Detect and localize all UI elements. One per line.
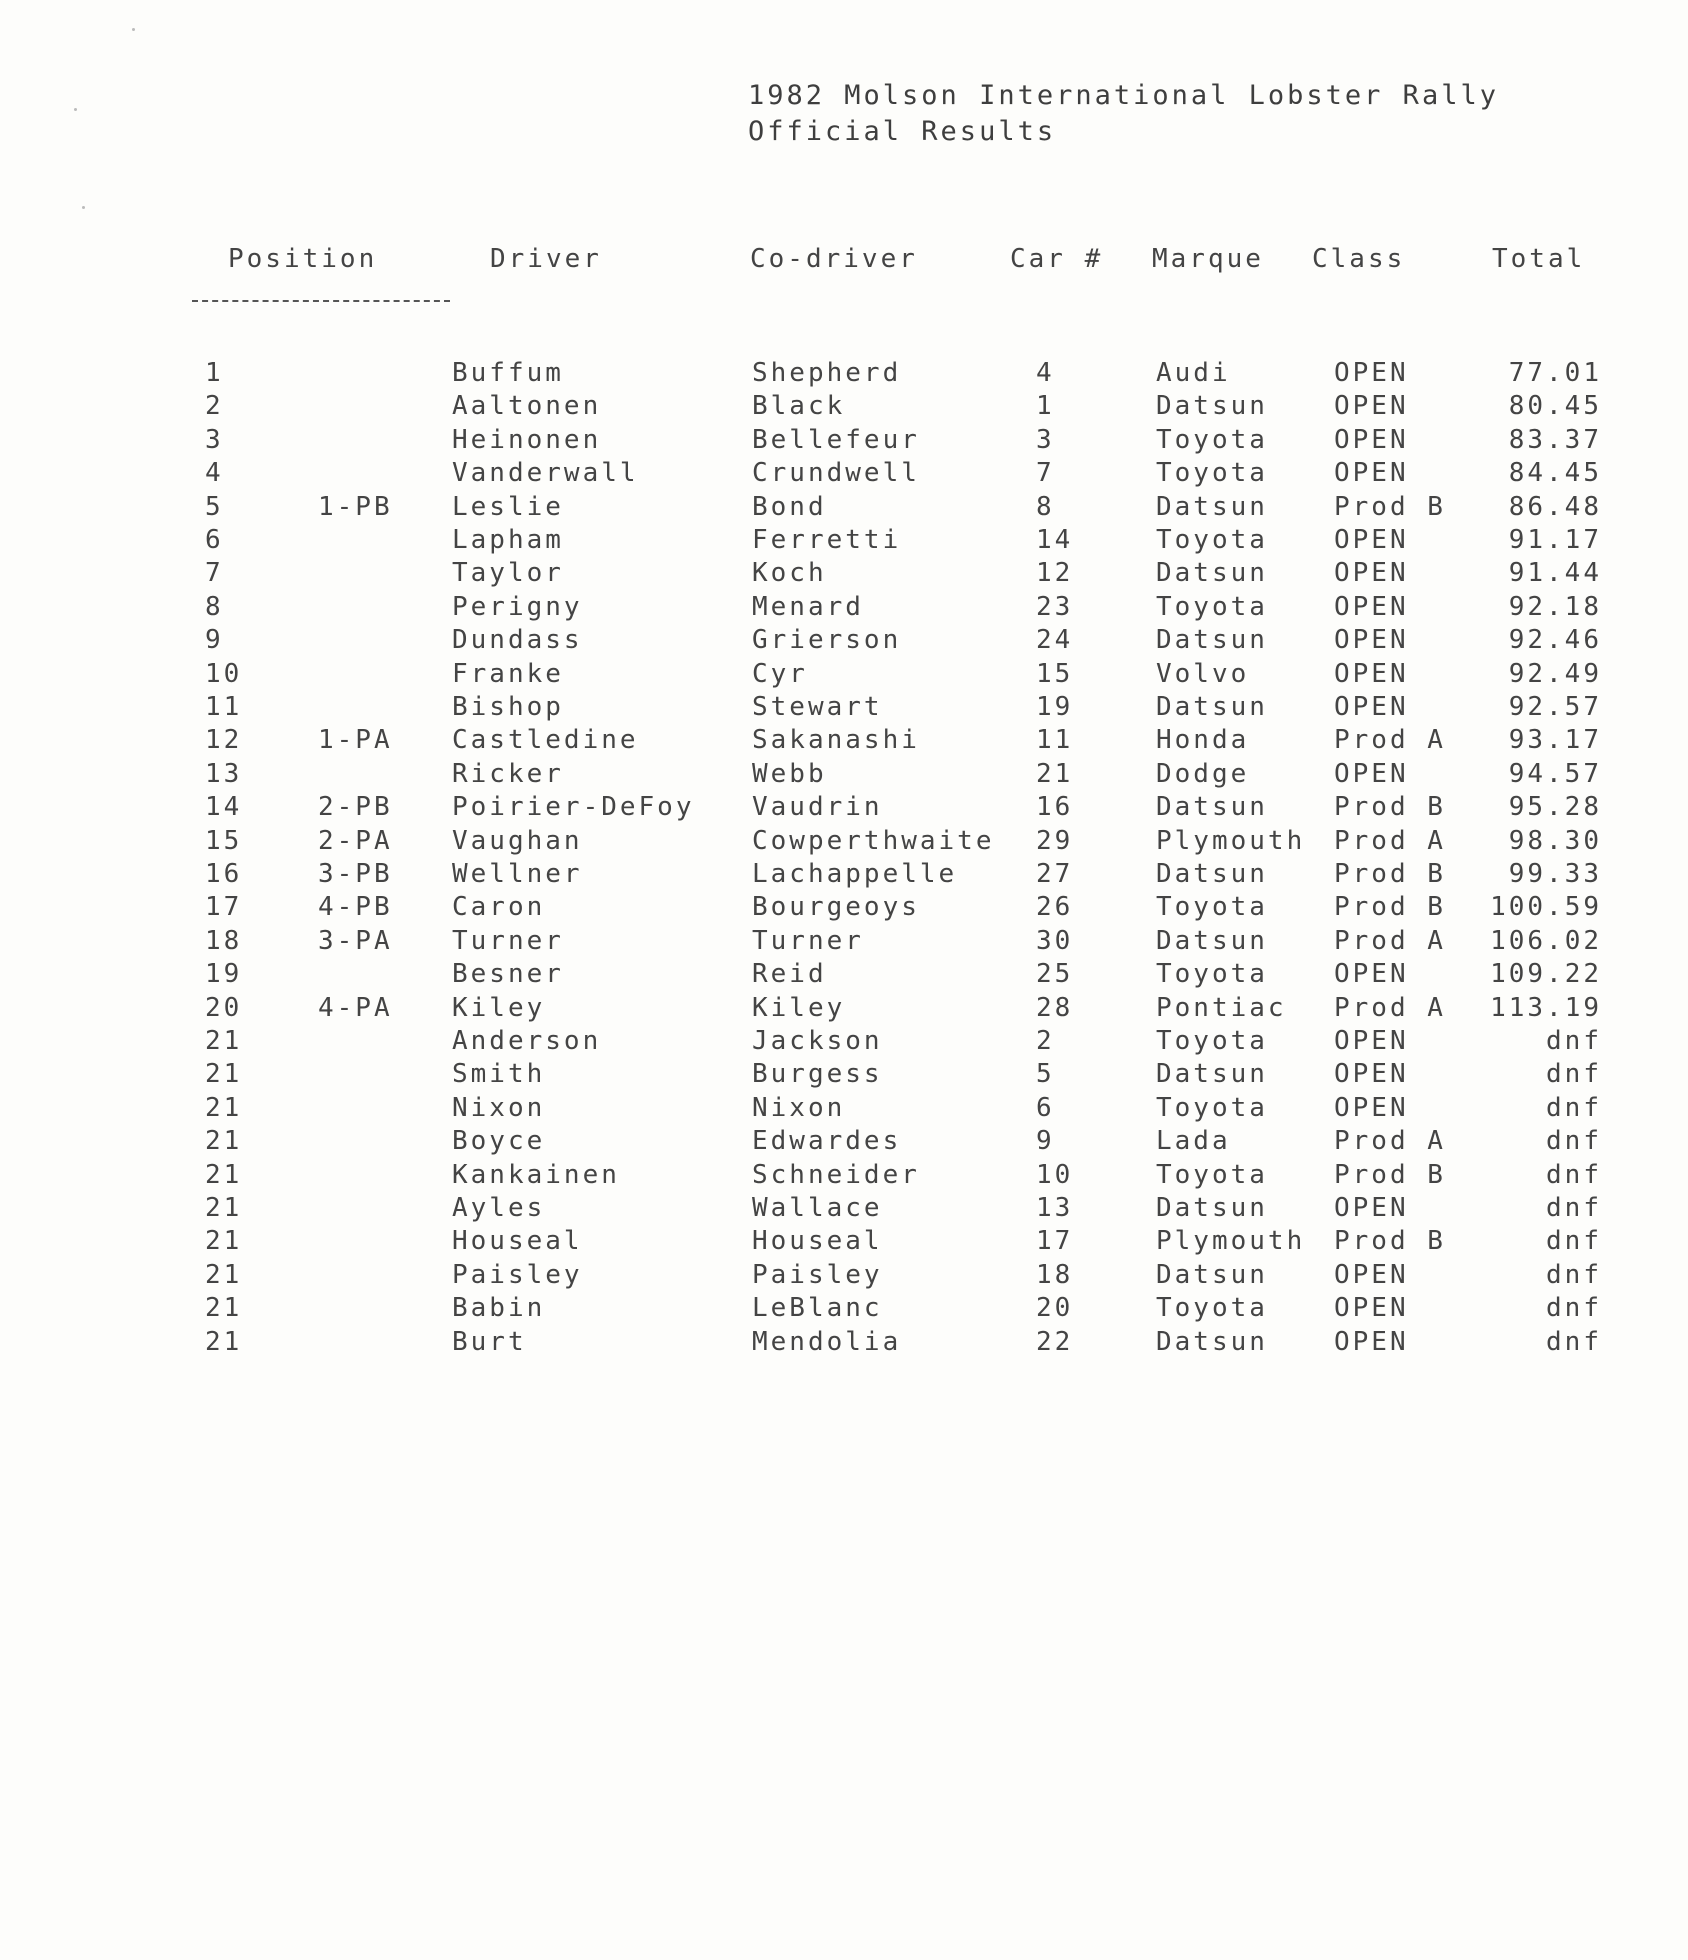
title-line-2: Official Results xyxy=(748,116,1057,147)
class-cell: OPEN xyxy=(1334,1026,1409,1056)
marque-cell: Toyota xyxy=(1156,525,1268,555)
marque-cell: Datsun xyxy=(1156,491,1268,522)
codriver-cell: Edwardes xyxy=(752,1126,902,1157)
driver-cell: Buffum xyxy=(452,358,564,388)
class-position-cell: 4-PB xyxy=(318,892,393,923)
total-cell: dnf xyxy=(1546,1126,1602,1157)
position-cell: 21 xyxy=(205,1026,243,1056)
class-cell: OPEN xyxy=(1334,1326,1409,1357)
table-row xyxy=(0,1126,1688,1160)
total-cell: dnf xyxy=(1546,1226,1602,1257)
table-row xyxy=(0,826,1688,860)
car-number-cell: 7 xyxy=(1036,458,1055,489)
car-number-cell: 19 xyxy=(1036,692,1074,722)
position-cell: 13 xyxy=(205,758,243,789)
class-cell: Prod B xyxy=(1334,1159,1446,1190)
table-row xyxy=(0,792,1688,826)
codriver-cell: Crundwell xyxy=(752,458,920,489)
codriver-cell: Menard xyxy=(752,591,864,622)
total-cell: dnf xyxy=(1546,1259,1602,1290)
class-cell: OPEN xyxy=(1334,424,1409,455)
driver-cell: Kiley xyxy=(452,992,546,1023)
total-cell: 113.19 xyxy=(1490,992,1602,1023)
car-number-cell: 27 xyxy=(1036,859,1074,889)
table-row xyxy=(0,425,1688,459)
car-number-cell: 14 xyxy=(1036,525,1074,555)
table-row xyxy=(0,1327,1688,1361)
total-cell: dnf xyxy=(1546,1293,1602,1324)
codriver-cell: Lachappelle xyxy=(752,859,958,889)
document-title xyxy=(748,78,1499,150)
class-cell: Prod A xyxy=(1334,925,1446,956)
car-number-cell: 25 xyxy=(1036,959,1074,990)
car-number-cell: 20 xyxy=(1036,1293,1074,1324)
marque-cell: Toyota xyxy=(1156,591,1268,622)
class-position-cell: 4-PA xyxy=(318,992,393,1023)
driver-cell: Besner xyxy=(452,959,564,990)
car-number-cell: 30 xyxy=(1036,925,1074,956)
position-cell: 3 xyxy=(205,424,224,455)
codriver-cell: Shepherd xyxy=(752,358,902,388)
position-cell: 11 xyxy=(205,692,243,722)
car-number-cell: 17 xyxy=(1036,1226,1074,1257)
driver-cell: Lapham xyxy=(452,525,564,555)
driver-cell: Caron xyxy=(452,892,546,923)
car-number-cell: 15 xyxy=(1036,658,1074,689)
codriver-cell: Houseal xyxy=(752,1226,883,1257)
table-row xyxy=(0,391,1688,425)
car-number-cell: 10 xyxy=(1036,1159,1074,1190)
marque-cell: Toyota xyxy=(1156,892,1268,923)
marque-cell: Datsun xyxy=(1156,925,1268,956)
table-row xyxy=(0,1293,1688,1327)
marque-cell: Volvo xyxy=(1156,658,1250,689)
codriver-cell: Wallace xyxy=(752,1193,883,1223)
class-cell: OPEN xyxy=(1334,625,1409,656)
marque-cell: Dodge xyxy=(1156,758,1250,789)
position-cell: 21 xyxy=(205,1059,243,1090)
marque-cell: Toyota xyxy=(1156,1092,1268,1123)
position-cell: 16 xyxy=(205,859,243,889)
car-number-cell: 13 xyxy=(1036,1193,1074,1223)
marque-cell: Datsun xyxy=(1156,1059,1268,1090)
driver-cell: Taylor xyxy=(452,558,564,589)
class-position-cell: 1-PB xyxy=(318,491,393,522)
class-position-cell: 2-PA xyxy=(318,825,393,856)
class-position-cell: 3-PB xyxy=(318,859,393,889)
position-cell: 1 xyxy=(205,358,224,388)
marque-cell: Plymouth xyxy=(1156,825,1306,856)
driver-cell: Wellner xyxy=(452,859,583,889)
car-number-cell: 21 xyxy=(1036,758,1074,789)
marque-cell: Plymouth xyxy=(1156,1226,1306,1257)
marque-cell: Toyota xyxy=(1156,1159,1268,1190)
car-number-cell: 16 xyxy=(1036,792,1074,823)
total-cell: 91.44 xyxy=(1508,558,1602,589)
position-cell: 7 xyxy=(205,558,224,589)
position-cell: 21 xyxy=(205,1159,243,1190)
total-cell: 86.48 xyxy=(1508,491,1602,522)
total-cell: dnf xyxy=(1546,1092,1602,1123)
class-cell: Prod A xyxy=(1334,1126,1446,1157)
position-cell: 5 xyxy=(205,491,224,522)
codriver-cell: Bourgeoys xyxy=(752,892,920,923)
marque-cell: Honda xyxy=(1156,725,1250,756)
table-row xyxy=(0,558,1688,592)
car-number-cell: 11 xyxy=(1036,725,1074,756)
table-row xyxy=(0,358,1688,392)
driver-cell: Bishop xyxy=(452,692,564,722)
codriver-cell: Schneider xyxy=(752,1159,920,1190)
position-cell: 2 xyxy=(205,391,224,422)
codriver-cell: Reid xyxy=(752,959,827,990)
class-cell: OPEN xyxy=(1334,658,1409,689)
position-cell: 21 xyxy=(205,1259,243,1290)
driver-cell: Nixon xyxy=(452,1092,546,1123)
marque-cell: Toyota xyxy=(1156,1026,1268,1056)
table-row xyxy=(0,959,1688,993)
total-cell: 94.57 xyxy=(1508,758,1602,789)
car-number-cell: 1 xyxy=(1036,391,1055,422)
driver-cell: Poirier-DeFoy xyxy=(452,792,695,823)
class-cell: OPEN xyxy=(1334,391,1409,422)
driver-cell: Boyce xyxy=(452,1126,546,1157)
total-cell: 92.46 xyxy=(1508,625,1602,656)
marque-cell: Datsun xyxy=(1156,1193,1268,1223)
driver-cell: Vanderwall xyxy=(452,458,639,489)
driver-cell: Aaltonen xyxy=(452,391,602,422)
marque-cell: Datsun xyxy=(1156,391,1268,422)
driver-cell: Ayles xyxy=(452,1193,546,1223)
class-cell: Prod A xyxy=(1334,825,1446,856)
position-cell: 17 xyxy=(205,892,243,923)
driver-cell: Paisley xyxy=(452,1259,583,1290)
driver-cell: Franke xyxy=(452,658,564,689)
table-row xyxy=(0,692,1688,726)
codriver-cell: Black xyxy=(752,391,846,422)
total-cell: 99.33 xyxy=(1508,859,1602,889)
header-car: Car # xyxy=(1010,244,1104,274)
car-number-cell: 12 xyxy=(1036,558,1074,589)
total-cell: 92.49 xyxy=(1508,658,1602,689)
paper-speck xyxy=(132,28,135,31)
total-cell: 77.01 xyxy=(1508,358,1602,388)
total-cell: 92.57 xyxy=(1508,692,1602,722)
position-cell: 21 xyxy=(205,1126,243,1157)
table-row xyxy=(0,1160,1688,1194)
codriver-cell: Stewart xyxy=(752,692,883,722)
header-position: Position xyxy=(228,244,378,274)
car-number-cell: 5 xyxy=(1036,1059,1055,1090)
total-cell: 80.45 xyxy=(1508,391,1602,422)
codriver-cell: Koch xyxy=(752,558,827,589)
position-cell: 21 xyxy=(205,1226,243,1257)
total-cell: 84.45 xyxy=(1508,458,1602,489)
codriver-cell: Cowperthwaite xyxy=(752,825,995,856)
codriver-cell: Bellefeur xyxy=(752,424,920,455)
car-number-cell: 28 xyxy=(1036,992,1074,1023)
class-cell: OPEN xyxy=(1334,959,1409,990)
table-row xyxy=(0,1193,1688,1227)
total-cell: dnf xyxy=(1546,1059,1602,1090)
position-cell: 19 xyxy=(205,959,243,990)
header-driver: Driver xyxy=(490,244,602,274)
total-cell: 109.22 xyxy=(1490,959,1602,990)
total-cell: 92.18 xyxy=(1508,591,1602,622)
driver-cell: Vaughan xyxy=(452,825,583,856)
car-number-cell: 2 xyxy=(1036,1026,1055,1056)
marque-cell: Pontiac xyxy=(1156,992,1287,1023)
driver-cell: Kankainen xyxy=(452,1159,620,1190)
class-cell: OPEN xyxy=(1334,358,1409,388)
class-cell: OPEN xyxy=(1334,591,1409,622)
class-cell: OPEN xyxy=(1334,758,1409,789)
position-cell: 4 xyxy=(205,458,224,489)
codriver-cell: Kiley xyxy=(752,992,846,1023)
class-cell: OPEN xyxy=(1334,458,1409,489)
car-number-cell: 24 xyxy=(1036,625,1074,656)
marque-cell: Audi xyxy=(1156,358,1231,388)
class-cell: OPEN xyxy=(1334,1259,1409,1290)
position-cell: 14 xyxy=(205,792,243,823)
position-cell: 21 xyxy=(205,1326,243,1357)
position-cell: 6 xyxy=(205,525,224,555)
codriver-cell: Mendolia xyxy=(752,1326,902,1357)
position-cell: 20 xyxy=(205,992,243,1023)
table-row xyxy=(0,659,1688,693)
table-row xyxy=(0,1226,1688,1260)
total-cell: 98.30 xyxy=(1508,825,1602,856)
marque-cell: Toyota xyxy=(1156,1293,1268,1324)
codriver-cell: Webb xyxy=(752,758,827,789)
paper-speck xyxy=(74,108,77,111)
class-cell: OPEN xyxy=(1334,1293,1409,1324)
total-cell: dnf xyxy=(1546,1326,1602,1357)
class-position-cell: 1-PA xyxy=(318,725,393,756)
codriver-cell: LeBlanc xyxy=(752,1293,883,1324)
table-row xyxy=(0,492,1688,526)
car-number-cell: 29 xyxy=(1036,825,1074,856)
position-cell: 12 xyxy=(205,725,243,756)
driver-cell: Dundass xyxy=(452,625,583,656)
class-cell: Prod B xyxy=(1334,792,1446,823)
codriver-cell: Vaudrin xyxy=(752,792,883,823)
codriver-cell: Paisley xyxy=(752,1259,883,1290)
table-row xyxy=(0,892,1688,926)
marque-cell: Datsun xyxy=(1156,1259,1268,1290)
codriver-cell: Jackson xyxy=(752,1026,883,1056)
marque-cell: Datsun xyxy=(1156,558,1268,589)
position-cell: 15 xyxy=(205,825,243,856)
car-number-cell: 8 xyxy=(1036,491,1055,522)
car-number-cell: 18 xyxy=(1036,1259,1074,1290)
class-cell: Prod A xyxy=(1334,992,1446,1023)
driver-cell: Ricker xyxy=(452,758,564,789)
class-cell: Prod B xyxy=(1334,859,1446,889)
marque-cell: Lada xyxy=(1156,1126,1231,1157)
table-row xyxy=(0,592,1688,626)
car-number-cell: 23 xyxy=(1036,591,1074,622)
car-number-cell: 3 xyxy=(1036,424,1055,455)
driver-cell: Turner xyxy=(452,925,564,956)
class-cell: OPEN xyxy=(1334,1059,1409,1090)
class-cell: Prod B xyxy=(1334,1226,1446,1257)
class-cell: OPEN xyxy=(1334,692,1409,722)
table-row xyxy=(0,993,1688,1027)
table-row xyxy=(0,759,1688,793)
table-row xyxy=(0,926,1688,960)
driver-cell: Perigny xyxy=(452,591,583,622)
table-row xyxy=(0,625,1688,659)
driver-cell: Smith xyxy=(452,1059,546,1090)
table-row xyxy=(0,1260,1688,1294)
class-cell: OPEN xyxy=(1334,1193,1409,1223)
total-cell: 95.28 xyxy=(1508,792,1602,823)
total-cell: 93.17 xyxy=(1508,725,1602,756)
marque-cell: Toyota xyxy=(1156,424,1268,455)
driver-cell: Heinonen xyxy=(452,424,602,455)
class-cell: OPEN xyxy=(1334,558,1409,589)
driver-cell: Leslie xyxy=(452,491,564,522)
car-number-cell: 9 xyxy=(1036,1126,1055,1157)
position-cell: 10 xyxy=(205,658,243,689)
header-marque: Marque xyxy=(1152,244,1264,274)
class-cell: OPEN xyxy=(1334,525,1409,555)
driver-cell: Anderson xyxy=(452,1026,602,1056)
marque-cell: Datsun xyxy=(1156,792,1268,823)
marque-cell: Datsun xyxy=(1156,692,1268,722)
table-row xyxy=(0,525,1688,559)
class-position-cell: 2-PB xyxy=(318,792,393,823)
codriver-cell: Bond xyxy=(752,491,827,522)
car-number-cell: 4 xyxy=(1036,358,1055,388)
header-codriver: Co-driver xyxy=(750,244,918,274)
codriver-cell: Nixon xyxy=(752,1092,846,1123)
position-cell: 18 xyxy=(205,925,243,956)
car-number-cell: 26 xyxy=(1036,892,1074,923)
car-number-cell: 22 xyxy=(1036,1326,1074,1357)
table-row xyxy=(0,725,1688,759)
marque-cell: Datsun xyxy=(1156,1326,1268,1357)
total-cell: dnf xyxy=(1546,1026,1602,1056)
marque-cell: Datsun xyxy=(1156,625,1268,656)
table-row xyxy=(0,859,1688,893)
driver-cell: Burt xyxy=(452,1326,527,1357)
codriver-cell: Ferretti xyxy=(752,525,902,555)
codriver-cell: Cyr xyxy=(752,658,808,689)
driver-cell: Babin xyxy=(452,1293,546,1324)
position-cell: 21 xyxy=(205,1293,243,1324)
class-cell: Prod A xyxy=(1334,725,1446,756)
paper-speck xyxy=(82,206,85,209)
table-row xyxy=(0,1059,1688,1093)
codriver-cell: Turner xyxy=(752,925,864,956)
header-total: Total xyxy=(1492,244,1586,274)
driver-cell: Castledine xyxy=(452,725,639,756)
title-line-1: 1982 Molson International Lobster Rally xyxy=(748,80,1499,111)
total-cell: 83.37 xyxy=(1508,424,1602,455)
total-cell: dnf xyxy=(1546,1193,1602,1223)
codriver-cell: Sakanashi xyxy=(752,725,920,756)
table-row xyxy=(0,458,1688,492)
codriver-cell: Burgess xyxy=(752,1059,883,1090)
position-cell: 21 xyxy=(205,1092,243,1123)
total-cell: 91.17 xyxy=(1508,525,1602,555)
class-cell: Prod B xyxy=(1334,892,1446,923)
table-row xyxy=(0,1026,1688,1060)
class-cell: OPEN xyxy=(1334,1092,1409,1123)
codriver-cell: Grierson xyxy=(752,625,902,656)
class-cell: Prod B xyxy=(1334,491,1446,522)
class-position-cell: 3-PA xyxy=(318,925,393,956)
position-cell: 21 xyxy=(205,1193,243,1223)
table-row xyxy=(0,1093,1688,1127)
header-underline xyxy=(192,300,450,302)
position-cell: 9 xyxy=(205,625,224,656)
marque-cell: Toyota xyxy=(1156,458,1268,489)
header-class: Class xyxy=(1312,244,1406,274)
total-cell: 100.59 xyxy=(1490,892,1602,923)
marque-cell: Toyota xyxy=(1156,959,1268,990)
total-cell: 106.02 xyxy=(1490,925,1602,956)
driver-cell: Houseal xyxy=(452,1226,583,1257)
marque-cell: Datsun xyxy=(1156,859,1268,889)
car-number-cell: 6 xyxy=(1036,1092,1055,1123)
total-cell: dnf xyxy=(1546,1159,1602,1190)
position-cell: 8 xyxy=(205,591,224,622)
